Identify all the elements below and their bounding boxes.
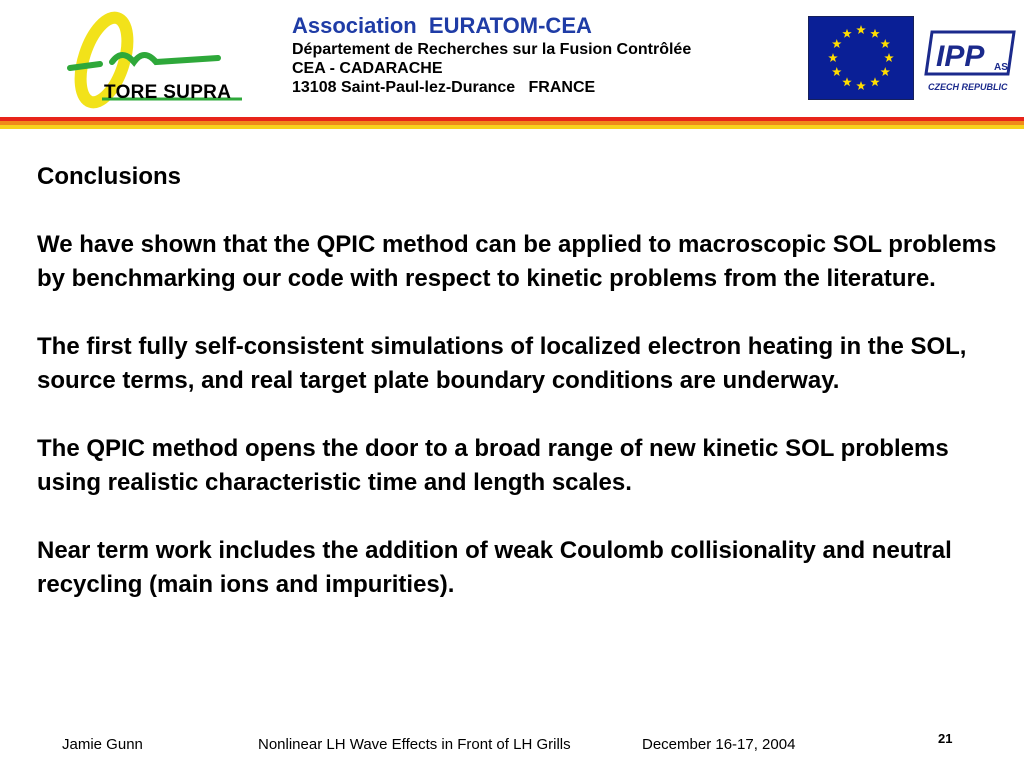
address-line: 13108 Saint-Paul-lez-Durance FRANCE <box>292 79 596 96</box>
slide-heading: Conclusions <box>37 163 182 190</box>
paragraph-4: Near term work includes the addition of weak Coulomb collisionality and neutral recycling (main ions and impurities). <box>37 537 952 598</box>
paragraph-2: The first fully self-consistent simulations of localized electron heating in the SOL, source terms, and real target plate boundary conditions are underway. <box>37 333 967 394</box>
ipp-country: CZECH REPUBLIC <box>928 82 1008 92</box>
stripe-yellow <box>0 125 1024 129</box>
ipp-logo <box>924 30 1016 96</box>
ipp-logo-text: IPP <box>936 40 985 73</box>
header-block <box>292 12 691 97</box>
tore-supra-logo <box>60 8 270 112</box>
footer-author: Jamie Gunn <box>62 736 143 753</box>
association-title: Association EURATOM-CEA <box>292 13 592 38</box>
page-number: 21 <box>938 731 953 746</box>
paragraph-1: We have shown that the QPIC method can be applied to macroscopic SOL problems by benchmarking our code with respect to kinetic problems from the literature. <box>37 231 997 292</box>
ipp-logo-sub: AS <box>994 62 1008 73</box>
paragraph-3: The QPIC method opens the door to a broad range of new kinetic SOL problems using realistic characteristic time and length scales. <box>37 435 949 496</box>
header-stripes <box>0 117 1024 129</box>
slide-content <box>37 160 997 636</box>
department-line: Département de Recherches sur la Fusion Contrôlée <box>292 41 692 58</box>
tore-supra-label: TORE SUPRA <box>104 82 232 103</box>
cadarache-line: CEA - CADARACHE <box>292 60 443 77</box>
eu-flag-icon <box>808 16 914 100</box>
footer-date: December 16-17, 2004 <box>642 736 796 753</box>
footer-title: Nonlinear LH Wave Effects in Front of LH Grills <box>258 736 571 753</box>
